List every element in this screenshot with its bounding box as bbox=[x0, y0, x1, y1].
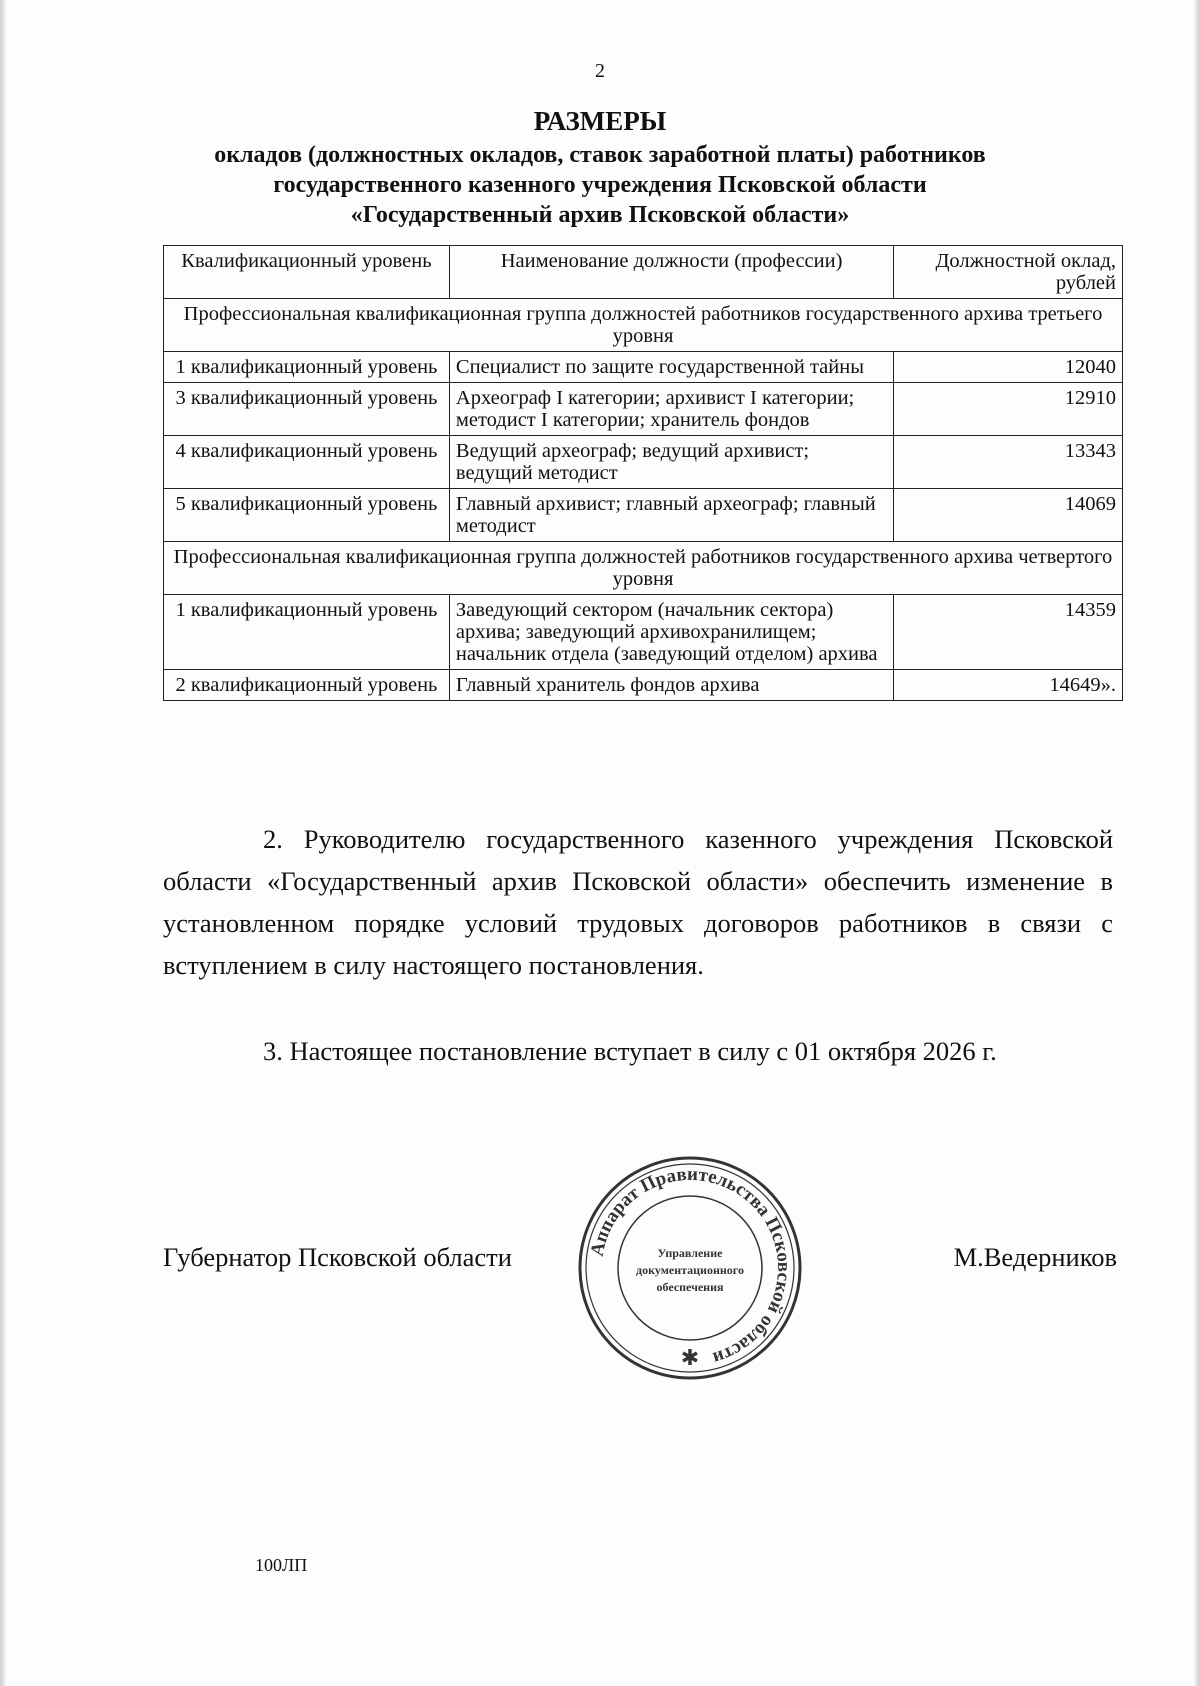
page-number: 2 bbox=[595, 60, 605, 82]
level-cell: 5 квалификационный уровень bbox=[164, 489, 450, 542]
stamp-ring-text: Аппарат Правительства Псковской области bbox=[586, 1163, 795, 1369]
position-cell: Специалист по защите государственной тайны bbox=[449, 352, 893, 383]
level-cell: 4 квалификационный уровень bbox=[164, 436, 450, 489]
header-position: Наименование должности (профессии) bbox=[449, 246, 893, 299]
table-row bbox=[164, 489, 1123, 542]
position-cell: Археограф I категории; архивист I категории; методист I категории; хранитель фондов bbox=[449, 383, 893, 436]
paragraph-3: 3. Настоящее постановление вступает в силу с 01 октября 2026 г. bbox=[263, 1036, 997, 1066]
table-row bbox=[164, 670, 1123, 701]
official-stamp bbox=[575, 1153, 805, 1383]
position-cell: Главный архивист; главный археограф; главный методист bbox=[449, 489, 893, 542]
subtitle-line: «Государственный архив Псковской области» bbox=[350, 202, 850, 228]
table-header-row bbox=[164, 246, 1123, 299]
table-row bbox=[164, 436, 1123, 489]
group-title: Профессиональная квалификационная группа должностей работников государственного архива четвертого уровня bbox=[164, 542, 1123, 595]
salary-cell: 12040 bbox=[894, 352, 1123, 383]
paragraph-2: 2. Руководителю государственного казенного учреждения Псковской области «Государственный архив Псковской области» обеспечить изменение в установленном порядке условий трудовых договоров работников в связи с вступлением в силу настоящего постановления. bbox=[163, 824, 1113, 980]
table-row bbox=[164, 383, 1123, 436]
header-salary: Должностной оклад, рублей bbox=[894, 246, 1123, 299]
stamp-center-line: документационного bbox=[636, 1263, 744, 1277]
subtitle-line: государственного казенного учреждения Псковской области bbox=[273, 172, 927, 198]
position-cell: Ведущий археограф; ведущий архивист; ведущий методист bbox=[449, 436, 893, 489]
position-cell: Заведующий сектором (начальник сектора) архива; заведующий архивохранилищем; начальник отдела (заведующий отделом) архива bbox=[449, 595, 893, 670]
document-subtitle bbox=[160, 140, 1040, 230]
header-level: Квалификационный уровень bbox=[164, 246, 450, 299]
scan-edge-left bbox=[0, 0, 6, 1686]
signatory-name: М.Ведерников bbox=[953, 1242, 1117, 1272]
signatory-position: Губернатор Псковской области bbox=[163, 1242, 512, 1272]
level-cell: 3 квалификационный уровень bbox=[164, 383, 450, 436]
level-cell: 2 квалификационный уровень bbox=[164, 670, 450, 701]
position-cell: Главный хранитель фондов архива bbox=[449, 670, 893, 701]
salary-table bbox=[163, 245, 1123, 701]
stamp-center-line: Управление bbox=[657, 1246, 723, 1260]
scan-edge-right bbox=[1194, 0, 1200, 1686]
group-row bbox=[164, 542, 1123, 595]
stamp-center-line: обеспечения bbox=[656, 1280, 724, 1294]
group-row bbox=[164, 299, 1123, 352]
stamp-star-icon: ✱ bbox=[680, 1346, 700, 1371]
salary-cell: 14359 bbox=[894, 595, 1123, 670]
salary-cell: 12910 bbox=[894, 383, 1123, 436]
salary-cell: 14649». bbox=[894, 670, 1123, 701]
table-row bbox=[164, 595, 1123, 670]
footer-code: 100ЛП bbox=[255, 1555, 308, 1575]
level-cell: 1 квалификационный уровень bbox=[164, 352, 450, 383]
group-title: Профессиональная квалификационная группа должностей работников государственного архива третьего уровня bbox=[164, 299, 1123, 352]
document-title: РАЗМЕРЫ bbox=[533, 106, 667, 136]
salary-cell: 14069 bbox=[894, 489, 1123, 542]
level-cell: 1 квалификационный уровень bbox=[164, 595, 450, 670]
subtitle-line: окладов (должностных окладов, ставок заработной платы) работников bbox=[214, 142, 986, 168]
table-row bbox=[164, 352, 1123, 383]
salary-cell: 13343 bbox=[894, 436, 1123, 489]
